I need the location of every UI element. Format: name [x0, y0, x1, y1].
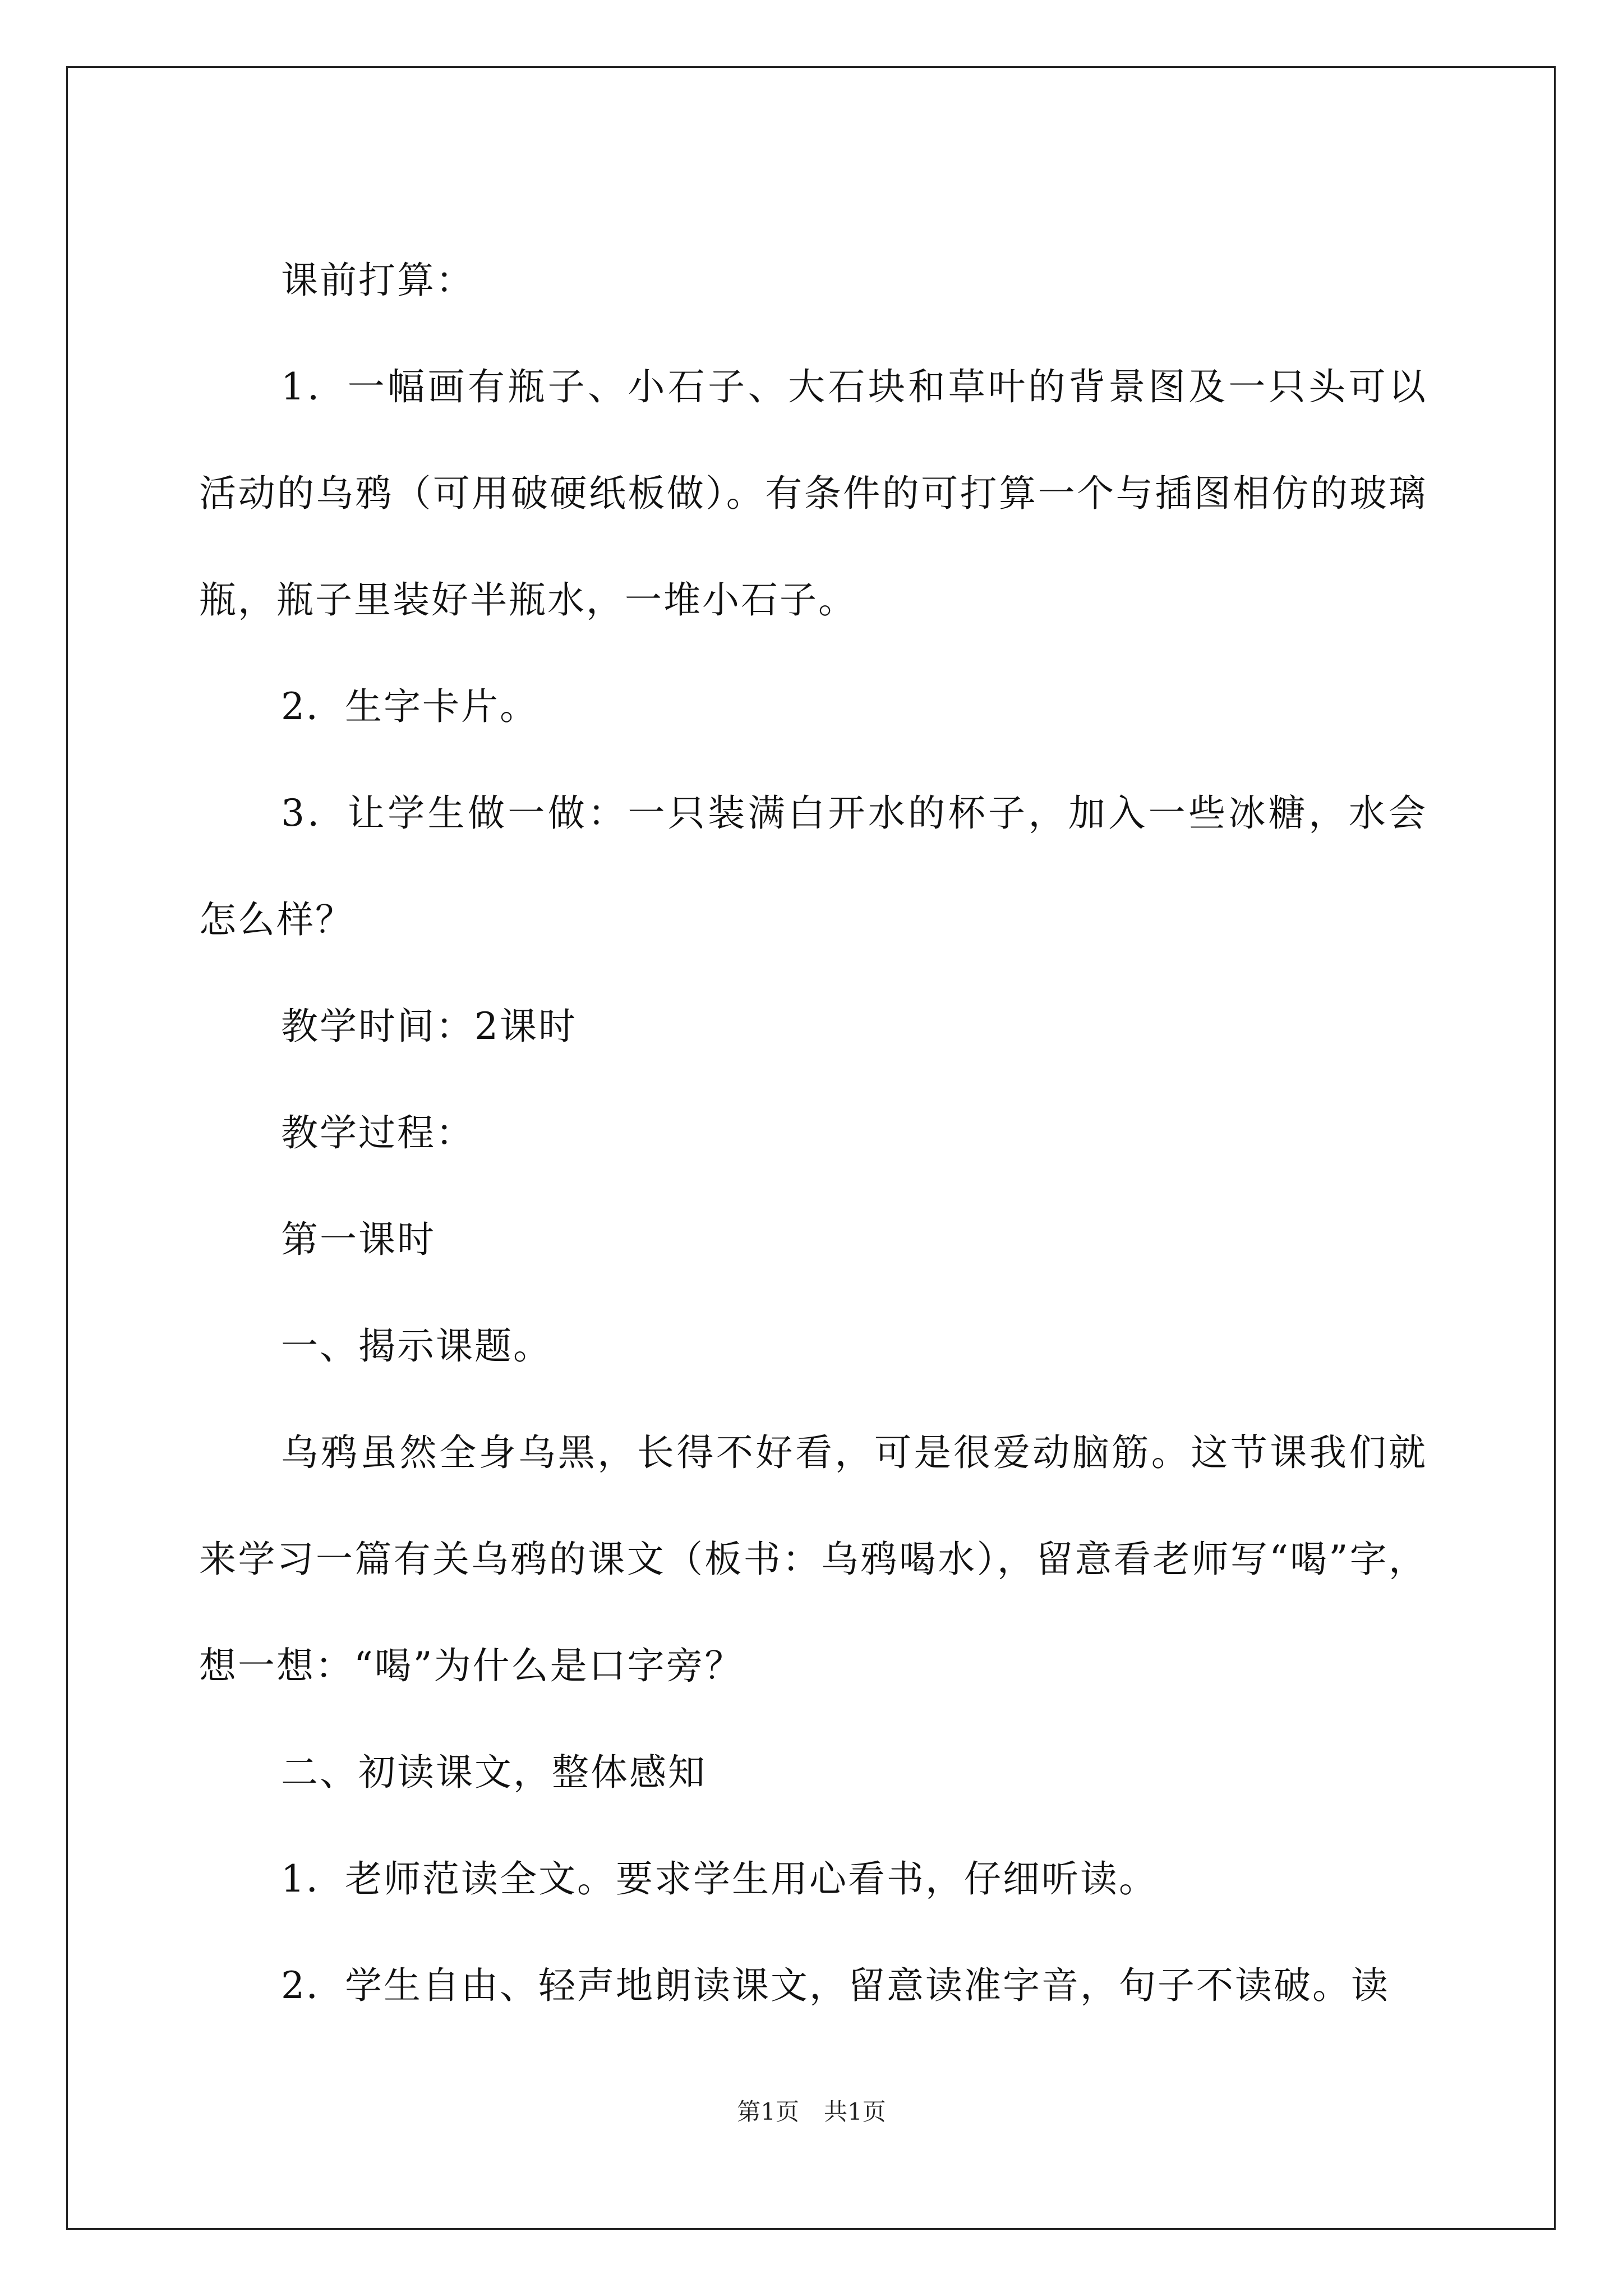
page-footer: [0, 2095, 1623, 2129]
paragraph-section-two-item-1: 1．老师范读全文。要求学生用心看书，仔细听读。: [281, 1857, 1158, 1901]
page-number-total: 共1页: [824, 2098, 886, 2125]
paragraph-teaching-time: 教学时间：2课时: [281, 1005, 577, 1048]
paragraph-section-two-item-2: 2．学生自由、轻声地朗读课文，留意读准字音，句子不读破。读: [281, 1964, 1390, 2007]
paragraph-section-two-heading: 二、初读课文，整体感知: [281, 1751, 707, 1794]
page-number-current: 第1页: [737, 2098, 799, 2125]
paragraph-section-one-body: 乌鸦虽然全身乌黑，长得不好看，可是很爱动脑筋。这节课我们就来学习一篇有关乌鸦的课文（板书：乌鸦喝水），留意看老师写“喝”字，想一想：“喝”为什么是口字旁？: [199, 1431, 1427, 1687]
paragraph-prep-item-3: 3．让学生做一做：一只装满白开水的杯子，加入一些冰糖，水会怎么样？: [199, 792, 1427, 941]
paragraph-prep-item-2: 2．生字卡片。: [281, 685, 538, 728]
paragraph-prep-heading: 课前打算：: [281, 259, 474, 302]
paragraph-lesson-one: 第一课时: [281, 1218, 436, 1261]
document-body: [199, 227, 1427, 2039]
paragraph-prep-item-1: 1．一幅画有瓶子、小石子、大石块和草叶的背景图及一只头可以活动的乌鸦（可用破硬纸板做）。有条件的可打算一个与插图相仿的玻璃瓶，瓶子里装好半瓶水，一堆小石子。: [199, 365, 1427, 622]
paragraph-process-heading: 教学过程：: [281, 1111, 474, 1154]
paragraph-section-one-heading: 一、揭示课题。: [281, 1324, 552, 1368]
